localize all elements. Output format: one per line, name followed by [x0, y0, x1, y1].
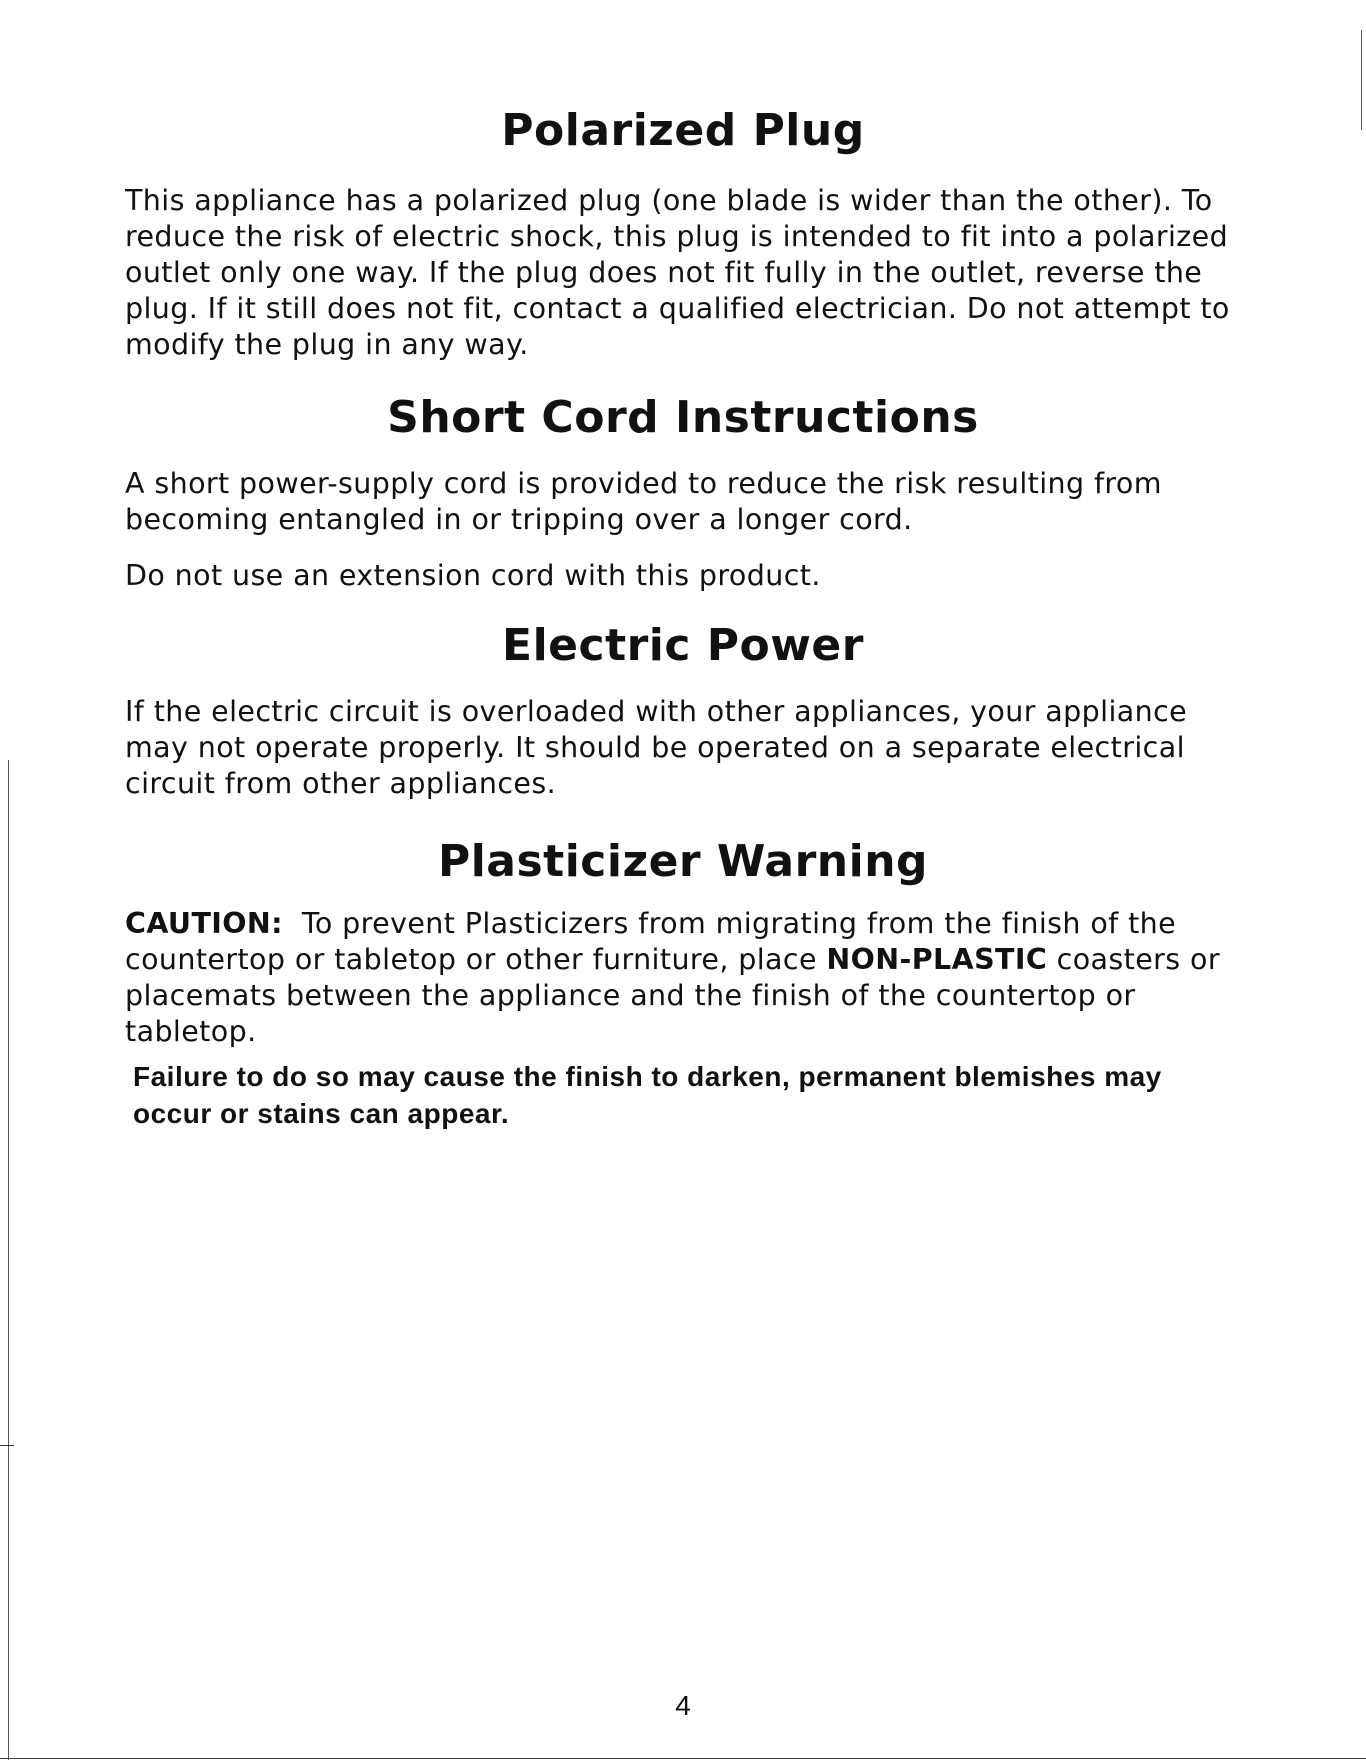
polarized-plug-text: This appliance has a polarized plug (one blade is wider than the other). To reduce the risk of electric shock, this plug is intended to fit into a polarized outlet only one way. If the plug does not fit fully in the outlet, reverse the plug. If it still does not fit, contact a qualified electrician. Do not attempt to modify the plug in any way.	[125, 184, 1230, 361]
heading-short-cord-instructions: Short Cord Instructions	[387, 392, 979, 443]
heading-polarized-plug: Polarized Plug	[501, 105, 865, 156]
scan-edge-mark	[0, 1445, 14, 1446]
extension-cord-text: Do not use an extension cord with this product.	[125, 559, 821, 592]
electric-power-text: If the electric circuit is overloaded with other appliances, your appliance may not operate properly. It should be operated on a separate electrical circuit from other appliances.	[125, 695, 1188, 800]
caution-text-part-2: coasters or placemats between the appliance and the finish of the countertop or tabletop.	[125, 943, 1220, 1048]
caution-paragraph	[125, 906, 1235, 1050]
scan-edge-line	[8, 760, 9, 1760]
non-plastic-emphasis: NON-PLASTIC	[826, 943, 1048, 976]
heading-electric-power: Electric Power	[502, 620, 864, 671]
heading-plasticizer-warning: Plasticizer Warning	[437, 836, 929, 887]
caution-text-part-1: To prevent Plasticizers from migrating from the finish of the countertop or tabletop or other furniture, place	[125, 907, 1177, 976]
scan-bottom-line	[0, 1758, 1366, 1759]
plasticizer-warning-text: Failure to do so may cause the finish to darken, permanent blemishes may occur or stains can appear.	[133, 1061, 1162, 1129]
short-cord-text: A short power-supply cord is provided to reduce the risk resulting from becoming entangled in or tripping over a longer cord.	[125, 467, 1162, 536]
page-number: 4	[675, 1690, 691, 1721]
caution-label: CAUTION:	[125, 907, 283, 940]
